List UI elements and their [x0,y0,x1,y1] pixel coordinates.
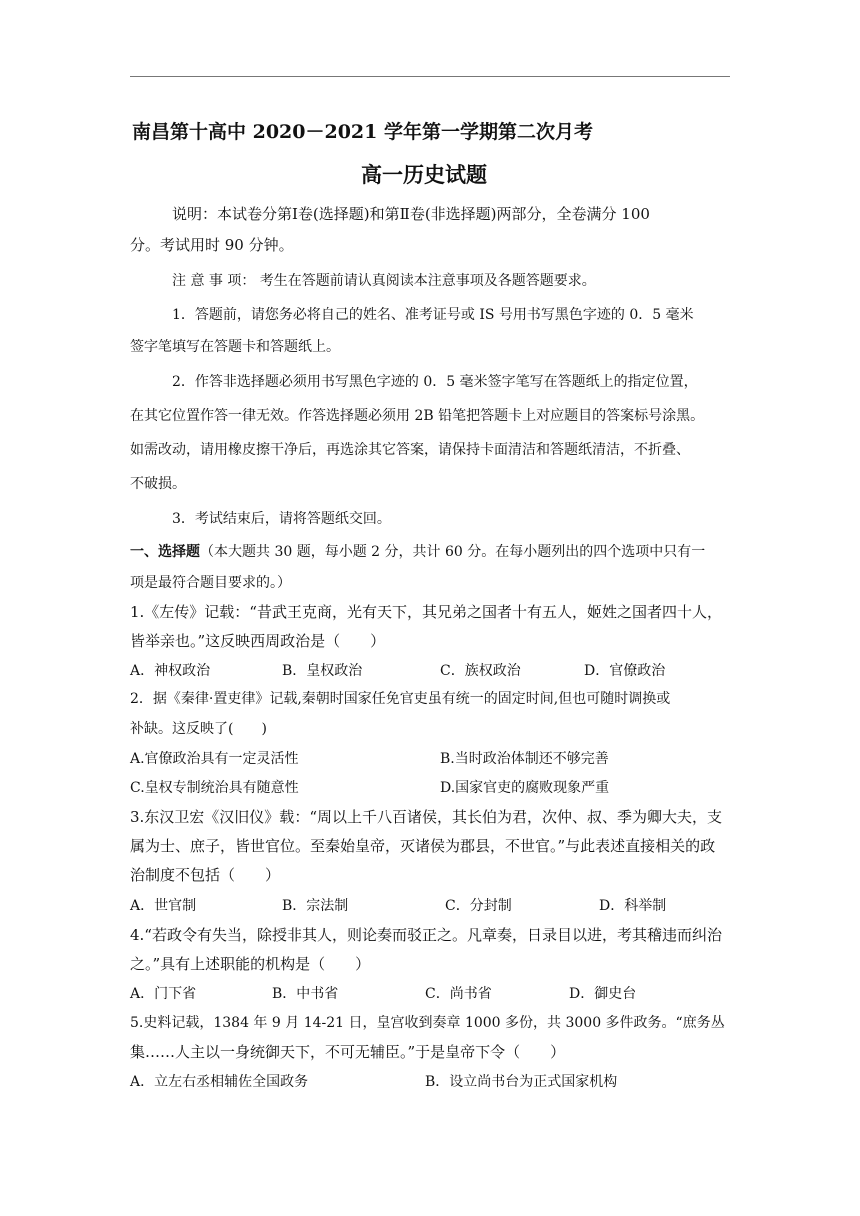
section-heading-bold: 一、选择题 [130,544,200,560]
header-rule [130,76,730,77]
q1-option-a: A．神权政治 [130,663,211,679]
notice-item-1-line-1: 1．答题前，请您务必将自己的姓名、准考证号或 IS 号用书写黑色字迹的 0．5 毫米 [172,307,694,323]
q1-option-b: B．皇权政治 [282,663,363,679]
q3-option-d: D．科举制 [599,898,667,914]
q4-line-1: 4.“若政令有失当，除授非其人，则论奏而驳正之。凡章奏，日录目以进，考其稽违而纠治 [130,926,722,944]
q4-option-c: C．尚书省 [425,986,492,1002]
notice-item-2-line-2: 在其它位置作答一律无效。作答选择题必须用 2B 铅笔把答题卡上对应题目的答案标号涂黑。 [130,408,705,424]
intro-line-2: 分。考试用时 90 分钟。 [130,236,294,254]
q2-line-1: 2．据《秦律·置吏律》记载,秦朝时国家任免官吏虽有统一的固定时间,但也可随时调换或 [130,691,671,707]
q4-option-b: B．中书省 [272,986,339,1002]
notice-item-2-line-1: 2．作答非选择题必须用书写黑色字迹的 0．5 毫米签字笔写在答题纸上的指定位置， [172,374,698,390]
q3-option-a: A．世官制 [130,898,197,914]
q2-option-d: D.国家官吏的腐败现象严重 [440,780,610,796]
notice-item-2-line-3: 如需改动，请用橡皮擦干净后，再选涂其它答案，请保持卡面清洁和答题纸清洁，不折叠、 [130,442,690,458]
notice-item-2-line-4: 不破损。 [130,476,186,492]
q1-line-1: 1.《左传》记载：“昔武王克商，光有天下，其兄弟之国者十有五人，姬姓之国者四十人， [130,603,722,621]
notice-item-3: 3．考试结束后，请将答题纸交回。 [172,511,391,527]
q2-option-a: A.官僚政治具有一定灵活性 [130,751,299,767]
section-heading-line-2: 项是最符合题目要求的。） [130,575,291,591]
q5-option-a: A．立左右丞相辅佐全国政务 [130,1074,309,1090]
q1-option-d: D．官僚政治 [584,663,666,679]
section-heading-rest: （本大题共 30 题，每小题 2 分，共计 60 分。在每小题列出的四个选项中只有一 [200,544,706,560]
q2-option-b: B.当时政治体制还不够完善 [440,751,609,767]
q3-line-2: 属为士、庶子，皆世官位。至秦始皇帝，灭诸侯为郡县，不世官。”与此表述直接相关的政 [130,837,716,855]
q2-line-2: 补缺。这反映了( ) [130,721,267,737]
exam-title: 南昌第十高中 2020－2021 学年第一学期第二次月考 [132,121,593,143]
exam-subtitle: 高一历史试题 [361,162,487,187]
intro-line-1: 说明：本试卷分第Ⅰ卷(选择题)和第Ⅱ卷(非选择题)两部分，全卷满分 100 [172,205,650,223]
q4-option-d: D．御史台 [569,986,637,1002]
q1-option-c: C．族权政治 [440,663,521,679]
q5-line-2: 集……人主以一身统御天下，不可无辅臣。”于是皇帝下令（ ） [130,1043,566,1061]
q1-line-2: 皆举亲也。”这反映西周政治是（ ） [130,632,386,650]
notice-item-1-line-2: 签字笔填写在答题卡和答题纸上。 [130,339,340,355]
q4-line-2: 之。”具有上述职能的机构是（ ） [130,955,371,973]
q4-option-a: A．门下省 [130,986,197,1002]
section-heading [130,541,705,561]
q2-option-c: C.皇权专制统治具有随意性 [130,780,299,796]
q5-option-b: B．设立尚书台为正式国家机构 [425,1074,618,1090]
q3-line-3: 治制度不包括（ ） [130,866,281,884]
q3-option-b: B．宗法制 [282,898,349,914]
q5-line-1: 5.史料记载，1384 年 9 月 14-21 日，皇宫收到奏章 1000 多份，共 3000 多件政务。“庶务丛 [130,1015,725,1031]
q3-line-1: 3.东汉卫宏《汉旧仪》载：“周以上千八百诸侯，其长伯为君，次仲、叔、季为卿大夫，支 [130,808,722,826]
q3-option-c: C．分封制 [445,898,512,914]
notice-heading: 注 意 事 项： 考生在答题前请认真阅读本注意事项及各题答题要求。 [172,273,596,289]
